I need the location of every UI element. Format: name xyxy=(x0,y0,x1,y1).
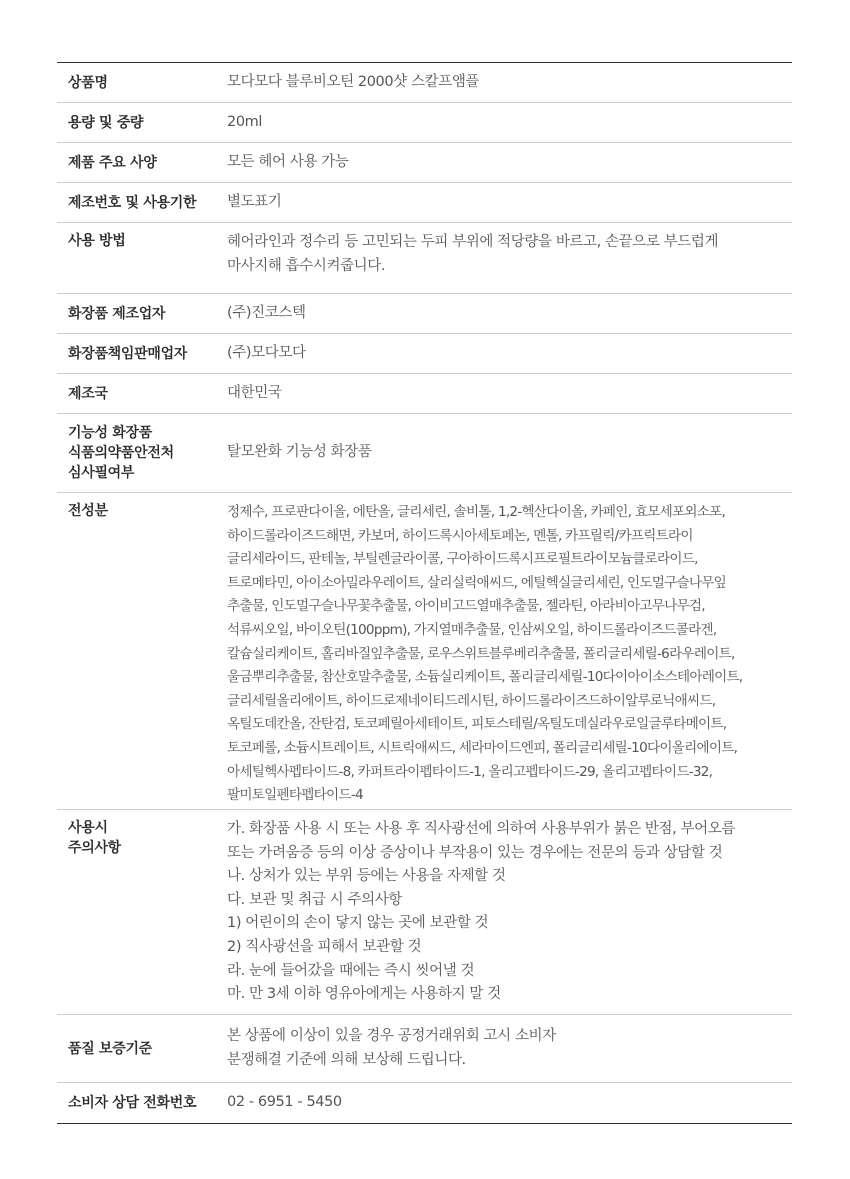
row-label: 화장품 제조업자 xyxy=(68,305,166,322)
row-value: 탈모완화 기능성 화장품 xyxy=(227,444,372,461)
row-value: (주)진코스텍 xyxy=(227,304,306,321)
row-value: 20ml xyxy=(227,113,263,130)
table-row-main-spec xyxy=(57,143,792,183)
table-row-consumer-phone xyxy=(57,1083,792,1123)
row-label: 품질 보증기준 xyxy=(68,1040,152,1057)
row-value: 별도표기 xyxy=(227,193,282,210)
table-row-quality-guarantee xyxy=(57,1015,792,1083)
row-label: 화장품책임판매업자 xyxy=(68,345,188,362)
table-row-manufacturer xyxy=(57,294,792,334)
row-value: 가. 화장품 사용 시 또는 사용 후 직사광선에 의하여 사용부위가 붉은 반점, 부어오름 또는 가려움증 등의 이상 증상이나 부작용이 있는 경우에는 전문의 등과 상담할 것 나. 상처가 있는 부위 등에는 사용을 자제할 것 다. 보관 및 취급 시 주의사항 1) 어린이의 손이 닿지 않는 곳에 보관할 것 2) 직사광선을 피해서 보관할 것 라. 눈에 들어갔을 때에는 즉시 씻어낼 것 마. 만 3세 이하 영유아에게는 사용하지 말 것 xyxy=(227,821,735,1003)
row-value: 02 - 6951 - 5450 xyxy=(227,1094,342,1111)
row-label: 제품 주요 사양 xyxy=(68,154,157,171)
row-value: 정제수, 프로판다이올, 에탄올, 글리세린, 솔비톨, 1,2-헥산다이올, 카페인, 효모세포외소포, 하이드롤라이즈드해면, 카보머, 하이드록시아세토페논, 멘톨, 카프릴릭/카프릭트라이 글리세라이드, 판테놀, 부틸렌글라이콜, 구아하이드록시프로필트라이모늄클로라이드, 트로메타민, 아이소아밀라우레이트, 살리실릭애씨드, 에틸헥실글리세린, 인도멀구슬나무잎 추출물, 인도멀구슬나무꽃추출물, 아이비고드열매추출물, 젤라틴, 아라비아고무나무검, 석류씨오일, 바이오틴(100ppm), 가지열매추출물, 인삼씨오일, 하이드롤라이즈드콜라겐, 칼슘실리케이트, 홀리바질잎추출물, 로우스위트블루베리추출물, 폴리글리세릴-6라우레이트, 울금뿌리추출물, 참산호말추출물, 소듐실리케이트, 폴리글리세릴-10다이아이소스테아레이트, 글리세릴올리에이트, 하이드로제네이티드레시틴, 하이드롤라이즈드하이알루로닉애씨드, 옥틸도데칸올, 잔탄검, 토코페릴아세테이트, 피토스테릴/옥틸도데실라우로일글루타메이트, 토코페롤, 소듐시트레이트, 시트릭애씨드, 세라마이드엔피, 폴리글리세릴-10다이올리에이트, 아세틸헥사펩타이드-8, 카퍼트라이펩타이드-1, 올리고펩타이드-29, 올리고펩타이드-32, 팔미토일펜타펩타이드-4 xyxy=(227,504,743,804)
table-row-capacity xyxy=(57,103,792,143)
row-label: 기능성 화장품 식품의약품안전처 심사필여부 xyxy=(68,425,174,481)
row-value: 본 상품에 이상이 있을 경우 공정거래위회 고시 소비자 분쟁해결 기준에 의해 보상해 드립니다. xyxy=(227,1027,556,1068)
row-label: 용량 및 중량 xyxy=(68,114,144,131)
row-label: 전성분 xyxy=(68,503,108,519)
table-row-product-name xyxy=(57,63,792,103)
row-value: 모든 헤어 사용 가능 xyxy=(227,153,349,170)
table-row-origin xyxy=(57,374,792,414)
table-row-precautions xyxy=(57,810,792,1015)
table-row-functional-cosmetic xyxy=(57,414,792,493)
product-info-table xyxy=(57,62,792,1124)
table-row-lot-expiry xyxy=(57,183,792,223)
row-value: (주)모다모다 xyxy=(227,344,306,361)
row-label: 제조국 xyxy=(68,385,108,402)
row-value: 모다모다 블루비오틴 2000샷 스칼프앰플 xyxy=(227,73,480,90)
row-label: 소비자 상담 전화번호 xyxy=(68,1095,197,1111)
table-row-ingredients xyxy=(57,493,792,810)
row-label: 사용 방법 xyxy=(68,233,126,249)
table-row-usage-method xyxy=(57,223,792,294)
row-label: 사용시 주의사항 xyxy=(68,820,121,856)
row-label: 제조번호 및 사용기한 xyxy=(68,194,197,211)
row-label: 상품명 xyxy=(68,74,108,91)
table-row-distributor xyxy=(57,334,792,374)
row-value: 헤어라인과 정수리 등 고민되는 두피 부위에 적당량을 바르고, 손끝으로 부드럽게 마사지해 흡수시켜줍니다. xyxy=(227,234,719,274)
row-value: 대한민국 xyxy=(227,384,282,401)
